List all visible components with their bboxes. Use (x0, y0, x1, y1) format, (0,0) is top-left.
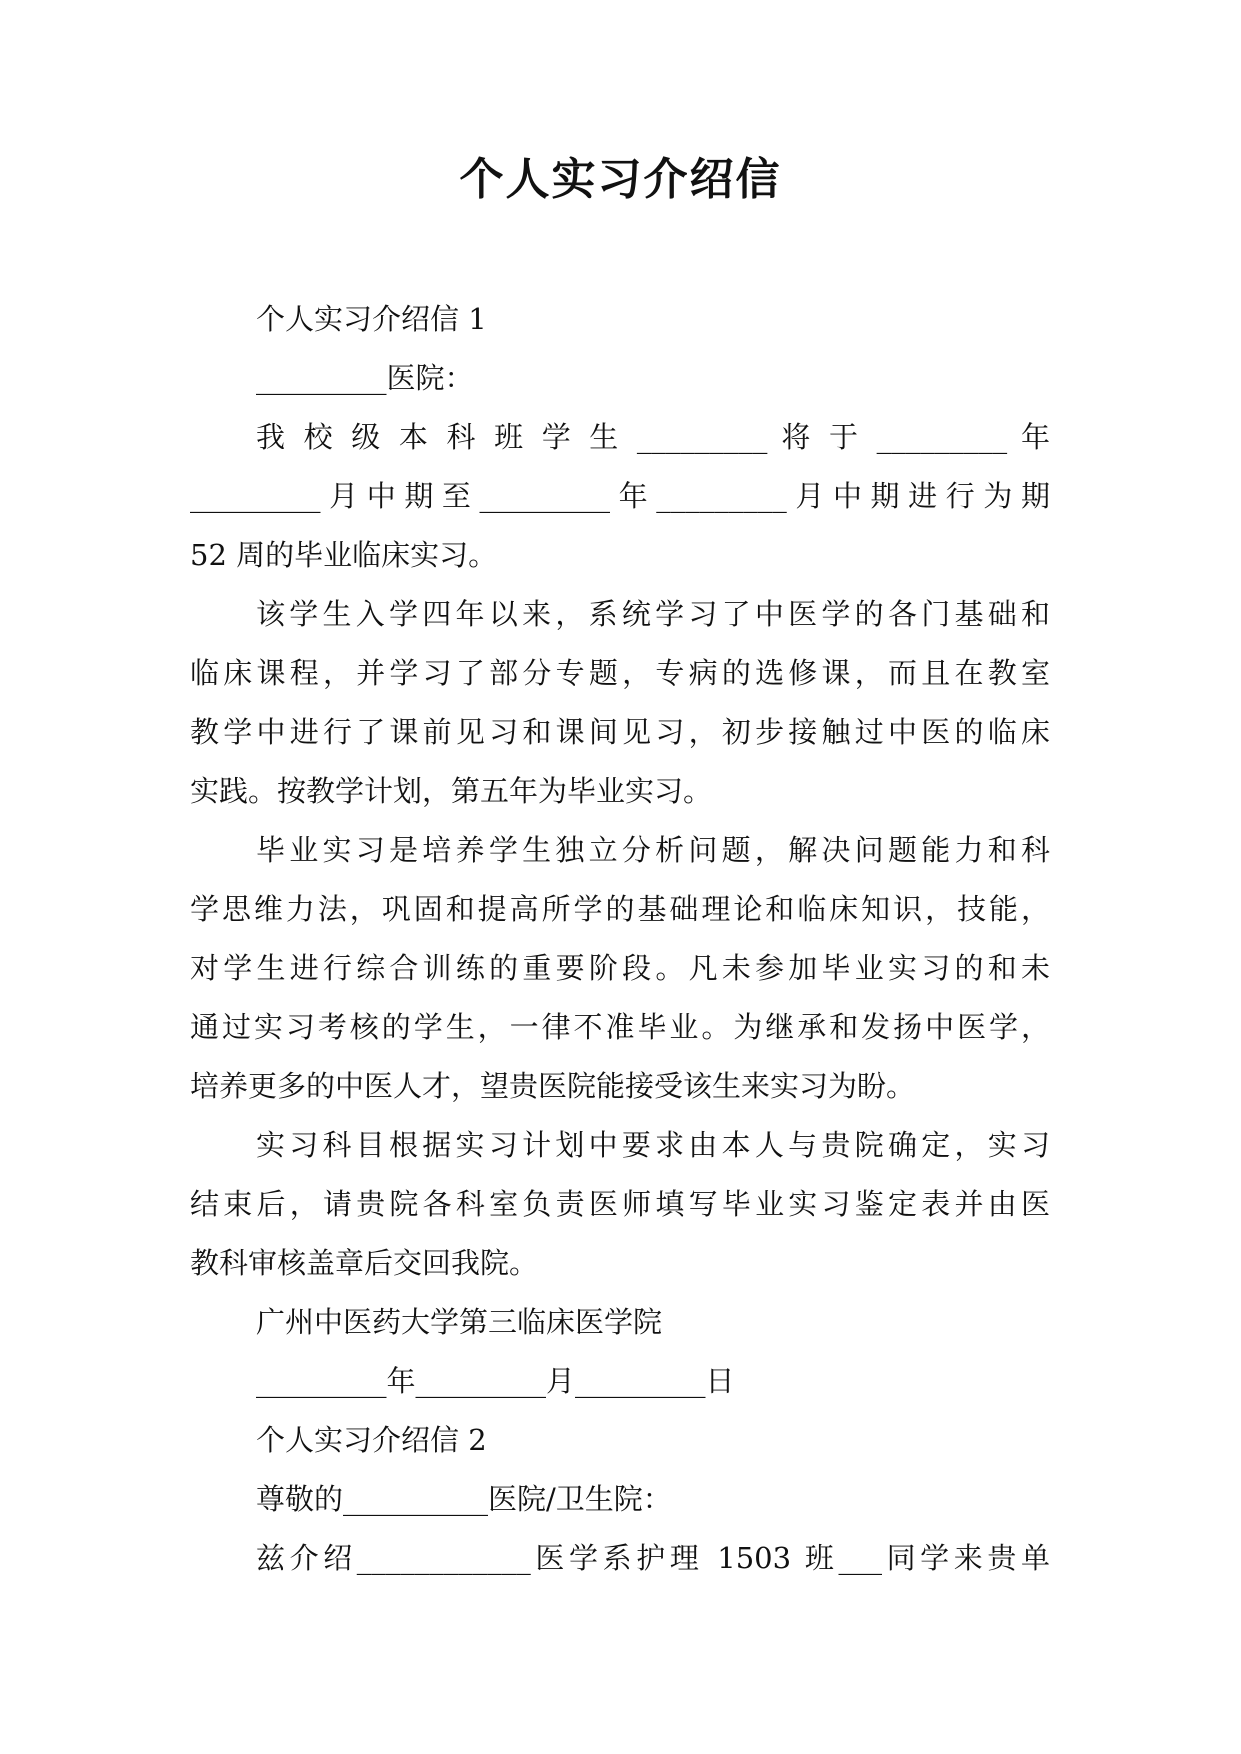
body-line: 结束后，请贵院各科室负责医师填写毕业实习鉴定表并由医 (190, 1187, 1050, 1221)
body-line: 实习科目根据实习计划中要求由本人与贵院确定，实习 (256, 1128, 1050, 1162)
body-line: 对学生进行综合训练的重要阶段。凡未参加毕业实习的和未 (190, 951, 1050, 985)
sender-name: 广州中医药大学第三临床医学院 (256, 1305, 663, 1339)
body-line: 教学中进行了课前见习和课间见习，初步接触过中医的临床 (190, 715, 1050, 749)
body-line: 教科审核盖章后交回我院。 (190, 1246, 539, 1280)
addressee-line-1: _________医院： (256, 361, 474, 395)
body-line: 实践。按教学计划，第五年为毕业实习。 (190, 774, 713, 808)
body-line: 临床课程，并学习了部分专题，专病的选修课，而且在教室 (190, 656, 1050, 690)
body-line: 培养更多的中医人才，望贵医院能接受该生来实习为盼。 (190, 1069, 916, 1103)
section-heading-1: 个人实习介绍信 1 (256, 302, 487, 336)
body-line: 52 周的毕业临床实习。 (190, 538, 498, 572)
section-heading-2: 个人实习介绍信 2 (256, 1423, 487, 1457)
document-body (190, 290, 1050, 1588)
body-line: _________月中期至_________年_________月中期进行为期 (190, 479, 1050, 513)
document-title: 个人实习介绍信 (459, 154, 782, 205)
date-line: _________年_________月_________日 (256, 1364, 735, 1398)
body-line: 该学生入学四年以来，系统学习了中医学的各门基础和 (256, 597, 1050, 631)
body-line: 学思维力法，巩固和提高所学的基础理论和临床知识，技能， (190, 892, 1050, 926)
body-line: 兹介绍____________医学系护理 1503 班___同学来贵单 (256, 1541, 1050, 1575)
addressee-line-2: 尊敬的__________医院/卫生院： (256, 1482, 672, 1516)
body-line: 我 校 级 本 科 班 学 生 _________ 将 于 _________ 年 (256, 420, 1050, 454)
body-line: 通过实习考核的学生，一律不准毕业。为继承和发扬中医学， (190, 1010, 1050, 1044)
body-line: 毕业实习是培养学生独立分析问题，解决问题能力和科 (256, 833, 1050, 867)
